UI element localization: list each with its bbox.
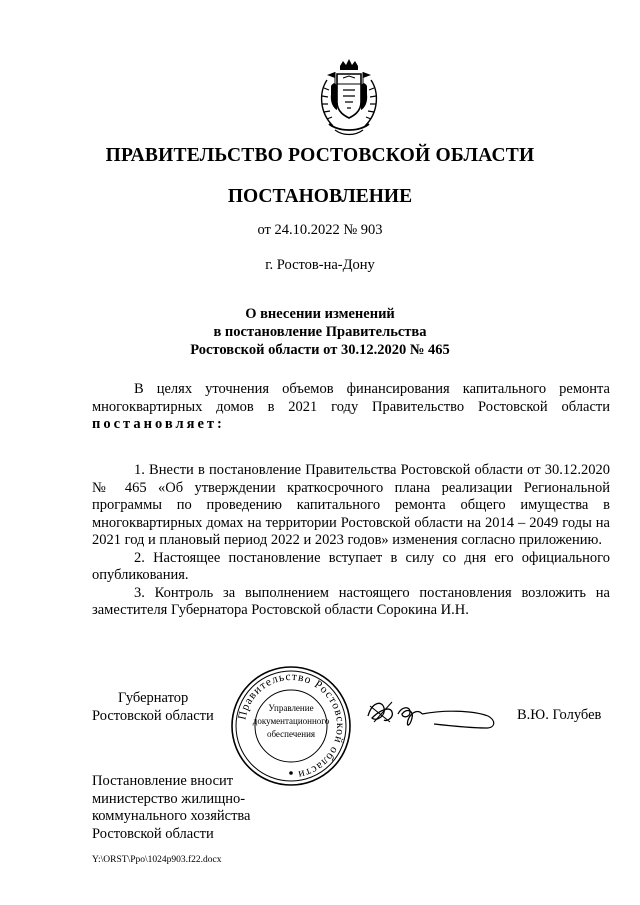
coat-of-arms-icon — [313, 58, 385, 138]
signatory-title-line: Ростовской области — [92, 707, 214, 724]
decree-item: 1. Внести в постановление Правительства Ростовской области от 30.12.2020 № 465 «Об утверждении краткосрочного плана реализации Региональной программы по проведению капитального ремонта общего имущества в многоквартирных домах на территории Ростовской области на 2014 – 2049 годы на 2021 год и плановый период 2022 и 2023 годов» изменения согласно приложению. — [92, 462, 610, 548]
submitter-line: коммунального хозяйства — [92, 808, 251, 824]
subject-line: Ростовской области от 30.12.2020 № 465 — [190, 342, 450, 358]
file-path: Y:\ORST\Ppo\1024p903.f22.docx — [92, 855, 222, 865]
submitter-line: министерство жилищно- — [92, 790, 246, 807]
submitter-line: Постановление вносит — [92, 773, 234, 789]
handwritten-signature — [362, 688, 502, 738]
stamp-inner-line: обеспечения — [266, 729, 316, 739]
document-city: г. Ростов-на-Дону — [265, 257, 375, 273]
decree-word: постановляет: — [92, 416, 225, 432]
decree-item: 2. Настоящее постановление вступает в силу со дня его официального опубликования. — [92, 549, 610, 583]
subject-line: О внесении изменений — [245, 306, 395, 322]
decree-items — [92, 462, 610, 620]
signatory-name: В.Ю. Голубев — [517, 707, 602, 723]
stamp-inner-line: документационного — [252, 716, 330, 726]
subject-line: в постановление Правительства — [213, 324, 427, 340]
signatory-title-line: Губернатор — [118, 690, 189, 706]
submitter-line: Ростовской области — [92, 825, 214, 842]
document-date-number: от 24.10.2022 № 903 — [257, 222, 383, 238]
preamble-paragraph — [92, 381, 610, 434]
document-type: ПОСТАНОВЛЕНИЕ — [227, 186, 413, 207]
stamp-outer-text: Правительство Ростовской области — [236, 670, 347, 781]
organization-title: ПРАВИТЕЛЬСТВО РОСТОВСКОЙ ОБЛАСТИ — [105, 145, 535, 166]
submitted-by-block — [92, 773, 251, 843]
decree-item: 3. Контроль за выполнением настоящего постановления возложить на заместителя Губернатора Ростовской области Сорокина И.Н. — [92, 584, 610, 618]
stamp-inner-line: Управление — [268, 703, 314, 713]
official-stamp — [229, 664, 353, 788]
document-subject — [0, 305, 640, 359]
signatory-title — [92, 690, 214, 725]
preamble-text: В целях уточнения объемов финансирования капитального ремонта многоквартирных домов в 2021 году Правительство Ростовской области — [92, 381, 610, 415]
